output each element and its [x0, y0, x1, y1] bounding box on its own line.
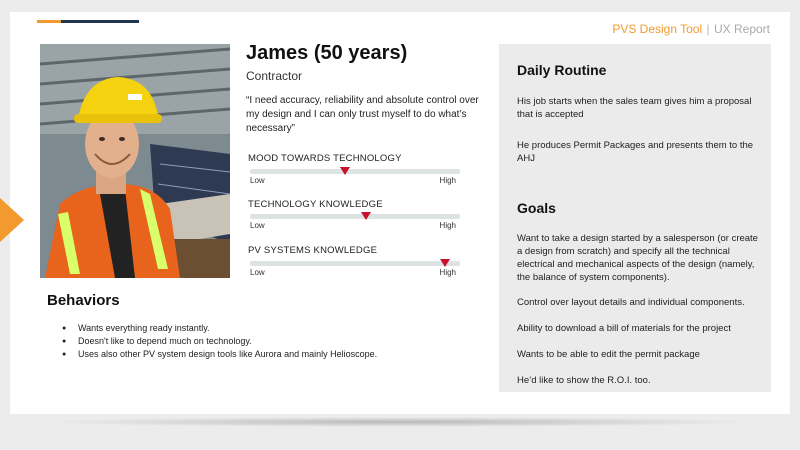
- meter-label: TECHNOLOGY KNOWLEDGE: [248, 199, 383, 210]
- meter-track: [250, 261, 460, 266]
- goal-item: Want to take a design started by a salesperson (or create a design from scratch) and specify all the technical electrical and mechanical aspects of the design (namely, the balance of system components).: [517, 233, 758, 283]
- meter-label: MOOD TOWARDS TECHNOLOGY: [248, 153, 402, 164]
- meter-marker-icon: [361, 212, 371, 220]
- meter-pv-systems-knowledge: [248, 245, 460, 277]
- brand-tool-name: PVS Design Tool: [612, 22, 703, 36]
- slide-shadow: [40, 417, 760, 427]
- persona-role: Contractor: [246, 69, 303, 83]
- meter-high-label: High: [439, 176, 456, 185]
- meter-low-label: Low: [250, 268, 265, 277]
- persona-name: James (50 years): [246, 42, 408, 64]
- meter-track: [250, 169, 460, 174]
- behaviors-title: Behaviors: [47, 292, 120, 309]
- persona-quote: “I need accuracy, reliability and absolute control over my design and I can only trust myself to do what’s necessary”: [246, 95, 479, 134]
- meter-high-label: High: [439, 268, 456, 277]
- meter-marker-icon: [440, 259, 450, 267]
- behaviors-list: [62, 322, 377, 361]
- persona-photo: [40, 44, 230, 278]
- meter-label: PV SYSTEMS KNOWLEDGE: [248, 245, 378, 256]
- goal-item: He’d like to show the R.O.I. too.: [517, 375, 651, 386]
- meter-low-label: Low: [250, 176, 265, 185]
- meter-mood-towards-technology: [248, 153, 460, 185]
- meter-technology-knowledge: [248, 199, 460, 230]
- daily-routine-title: Daily Routine: [517, 62, 607, 78]
- routine-goals-panel: [499, 44, 771, 392]
- list-item: ● Doesn't like to depend much on technology.: [62, 335, 377, 348]
- goal-item: Control over layout details and individual components.: [517, 297, 745, 308]
- meter-low-label: Low: [250, 221, 265, 230]
- list-item: ● Wants everything ready instantly.: [62, 322, 377, 335]
- list-item: ● Uses also other PV system design tools like Aurora and mainly Helioscope.: [62, 348, 377, 361]
- brand-separator: |: [706, 22, 710, 36]
- meter-marker-icon: [340, 167, 350, 175]
- accent-bar-orange: [37, 20, 61, 23]
- goal-item: Wants to be able to edit the permit package: [517, 349, 700, 360]
- routine-item: He produces Permit Packages and presents them to the AHJ: [517, 140, 754, 164]
- goal-item: Ability to download a bill of materials for the project: [517, 323, 731, 334]
- meter-track: [250, 214, 460, 219]
- meter-high-label: High: [439, 221, 456, 230]
- goals-title: Goals: [517, 200, 556, 216]
- orange-arrow-icon: [0, 198, 24, 242]
- contractor-photo-illustration: [40, 44, 230, 278]
- brand-report-name: UX Report: [713, 22, 770, 36]
- accent-bar-navy: [61, 20, 139, 23]
- brand-header: [612, 22, 770, 36]
- routine-item: His job starts when the sales team gives him a proposal that is accepted: [517, 96, 752, 120]
